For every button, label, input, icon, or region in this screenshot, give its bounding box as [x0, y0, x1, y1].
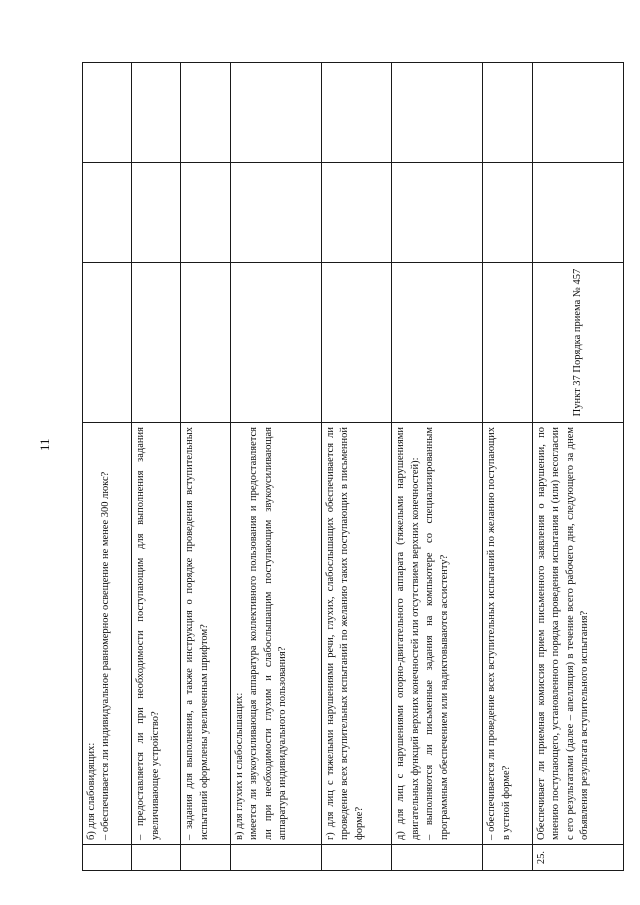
table-row	[230, 63, 321, 871]
legal-reference-cell	[392, 263, 483, 423]
answer-cell-a	[532, 163, 623, 263]
row-number	[392, 845, 483, 871]
answer-cell-b	[181, 63, 230, 163]
legal-reference-cell	[321, 263, 391, 423]
question-cell	[83, 423, 132, 845]
question-text: – предоставляется ли при необходимости поступающим для выполнения задания увеличивающее устройство?	[135, 427, 161, 840]
question-text: – выполняются ли письменные задания на компьютере со специализированным программным обеспечением или надиктовываются ассистенту?	[424, 427, 450, 840]
question-cell	[321, 423, 391, 845]
page-number: 11	[37, 438, 52, 451]
question-cell	[392, 423, 483, 845]
question-cell	[181, 423, 230, 845]
question-text: – задания для выполнения, а также инструкция о порядке проведения вступительных испытаний оформлены увеличенным шрифтом?	[184, 427, 210, 840]
question-cell	[532, 423, 623, 845]
answer-cell-a	[321, 163, 391, 263]
legal-reference-cell	[181, 263, 230, 423]
answer-cell-a	[392, 163, 483, 263]
answer-cell-a	[132, 163, 181, 263]
checklist-table-container	[82, 63, 624, 871]
table-row	[132, 63, 181, 871]
question-cell	[230, 423, 321, 845]
question-text: б) для слабовидящих:	[86, 742, 97, 840]
legal-reference-cell: Пункт 37 Порядка приема № 457	[532, 263, 623, 423]
answer-cell-a	[83, 163, 132, 263]
row-number	[230, 845, 321, 871]
question-cell	[132, 423, 181, 845]
question-cell	[483, 423, 532, 845]
answer-cell-b	[483, 63, 532, 163]
row-number	[83, 845, 132, 871]
table-row	[532, 63, 623, 871]
answer-cell-a	[181, 163, 230, 263]
answer-cell-b	[230, 63, 321, 163]
checklist-table	[82, 62, 624, 871]
answer-cell-b	[83, 63, 132, 163]
row-number	[181, 845, 230, 871]
legal-reference-cell	[230, 263, 321, 423]
row-number: 25.	[532, 845, 623, 871]
table-row	[83, 63, 132, 871]
table-row	[392, 63, 483, 871]
question-text: в) для глухих и слабослышащих:	[233, 692, 245, 840]
table-row	[181, 63, 230, 871]
answer-cell-b	[392, 63, 483, 163]
legal-reference-cell	[483, 263, 532, 423]
legal-reference-cell	[83, 263, 132, 423]
answer-cell-b	[321, 63, 391, 163]
question-text: – обеспечивается ли проведение всех вступительных испытаний по желанию поступающих в устной форме?	[486, 427, 512, 840]
question-text: имеется ли звукоусиливающая аппаратура коллективного пользования и предоставляется ли при необходимости глухим и слабослышащим поступающим звукоусиливающая аппаратура индивидуального пользования?	[248, 427, 289, 840]
table-row	[321, 63, 391, 871]
question-text: г) для лиц с тяжелыми нарушениями речи, глухих, слабослышащих обеспечивается ли проведение всех вступительных испытаний по желанию таких поступающих в письменной форме?	[324, 427, 365, 840]
table-row	[483, 63, 532, 871]
answer-cell-a	[230, 163, 321, 263]
answer-cell-a	[483, 163, 532, 263]
question-text: д) для лиц с нарушениями опорно-двигательного аппарата (тяжелыми нарушениями двигательных функций верхних конечностей или отсутствием верхних конечностей):	[395, 427, 421, 840]
answer-cell-b	[532, 63, 623, 163]
row-number	[132, 845, 181, 871]
row-number	[321, 845, 391, 871]
question-text: Обеспечивает ли приемная комиссия прием письменного заявления о нарушении, по мнению поступающего, установленного порядка проведения испытания и (или) несогласии с его результатами (далее – апелляция) в течение всего рабочего дня, следующего за днем объявления результата вступительного испытания?	[535, 427, 591, 840]
question-text: – обеспечивается ли индивидуальное равномерное освещение не менее 300 люкс?	[100, 471, 112, 840]
answer-cell-b	[132, 63, 181, 163]
row-number	[483, 845, 532, 871]
legal-reference-cell	[132, 263, 181, 423]
